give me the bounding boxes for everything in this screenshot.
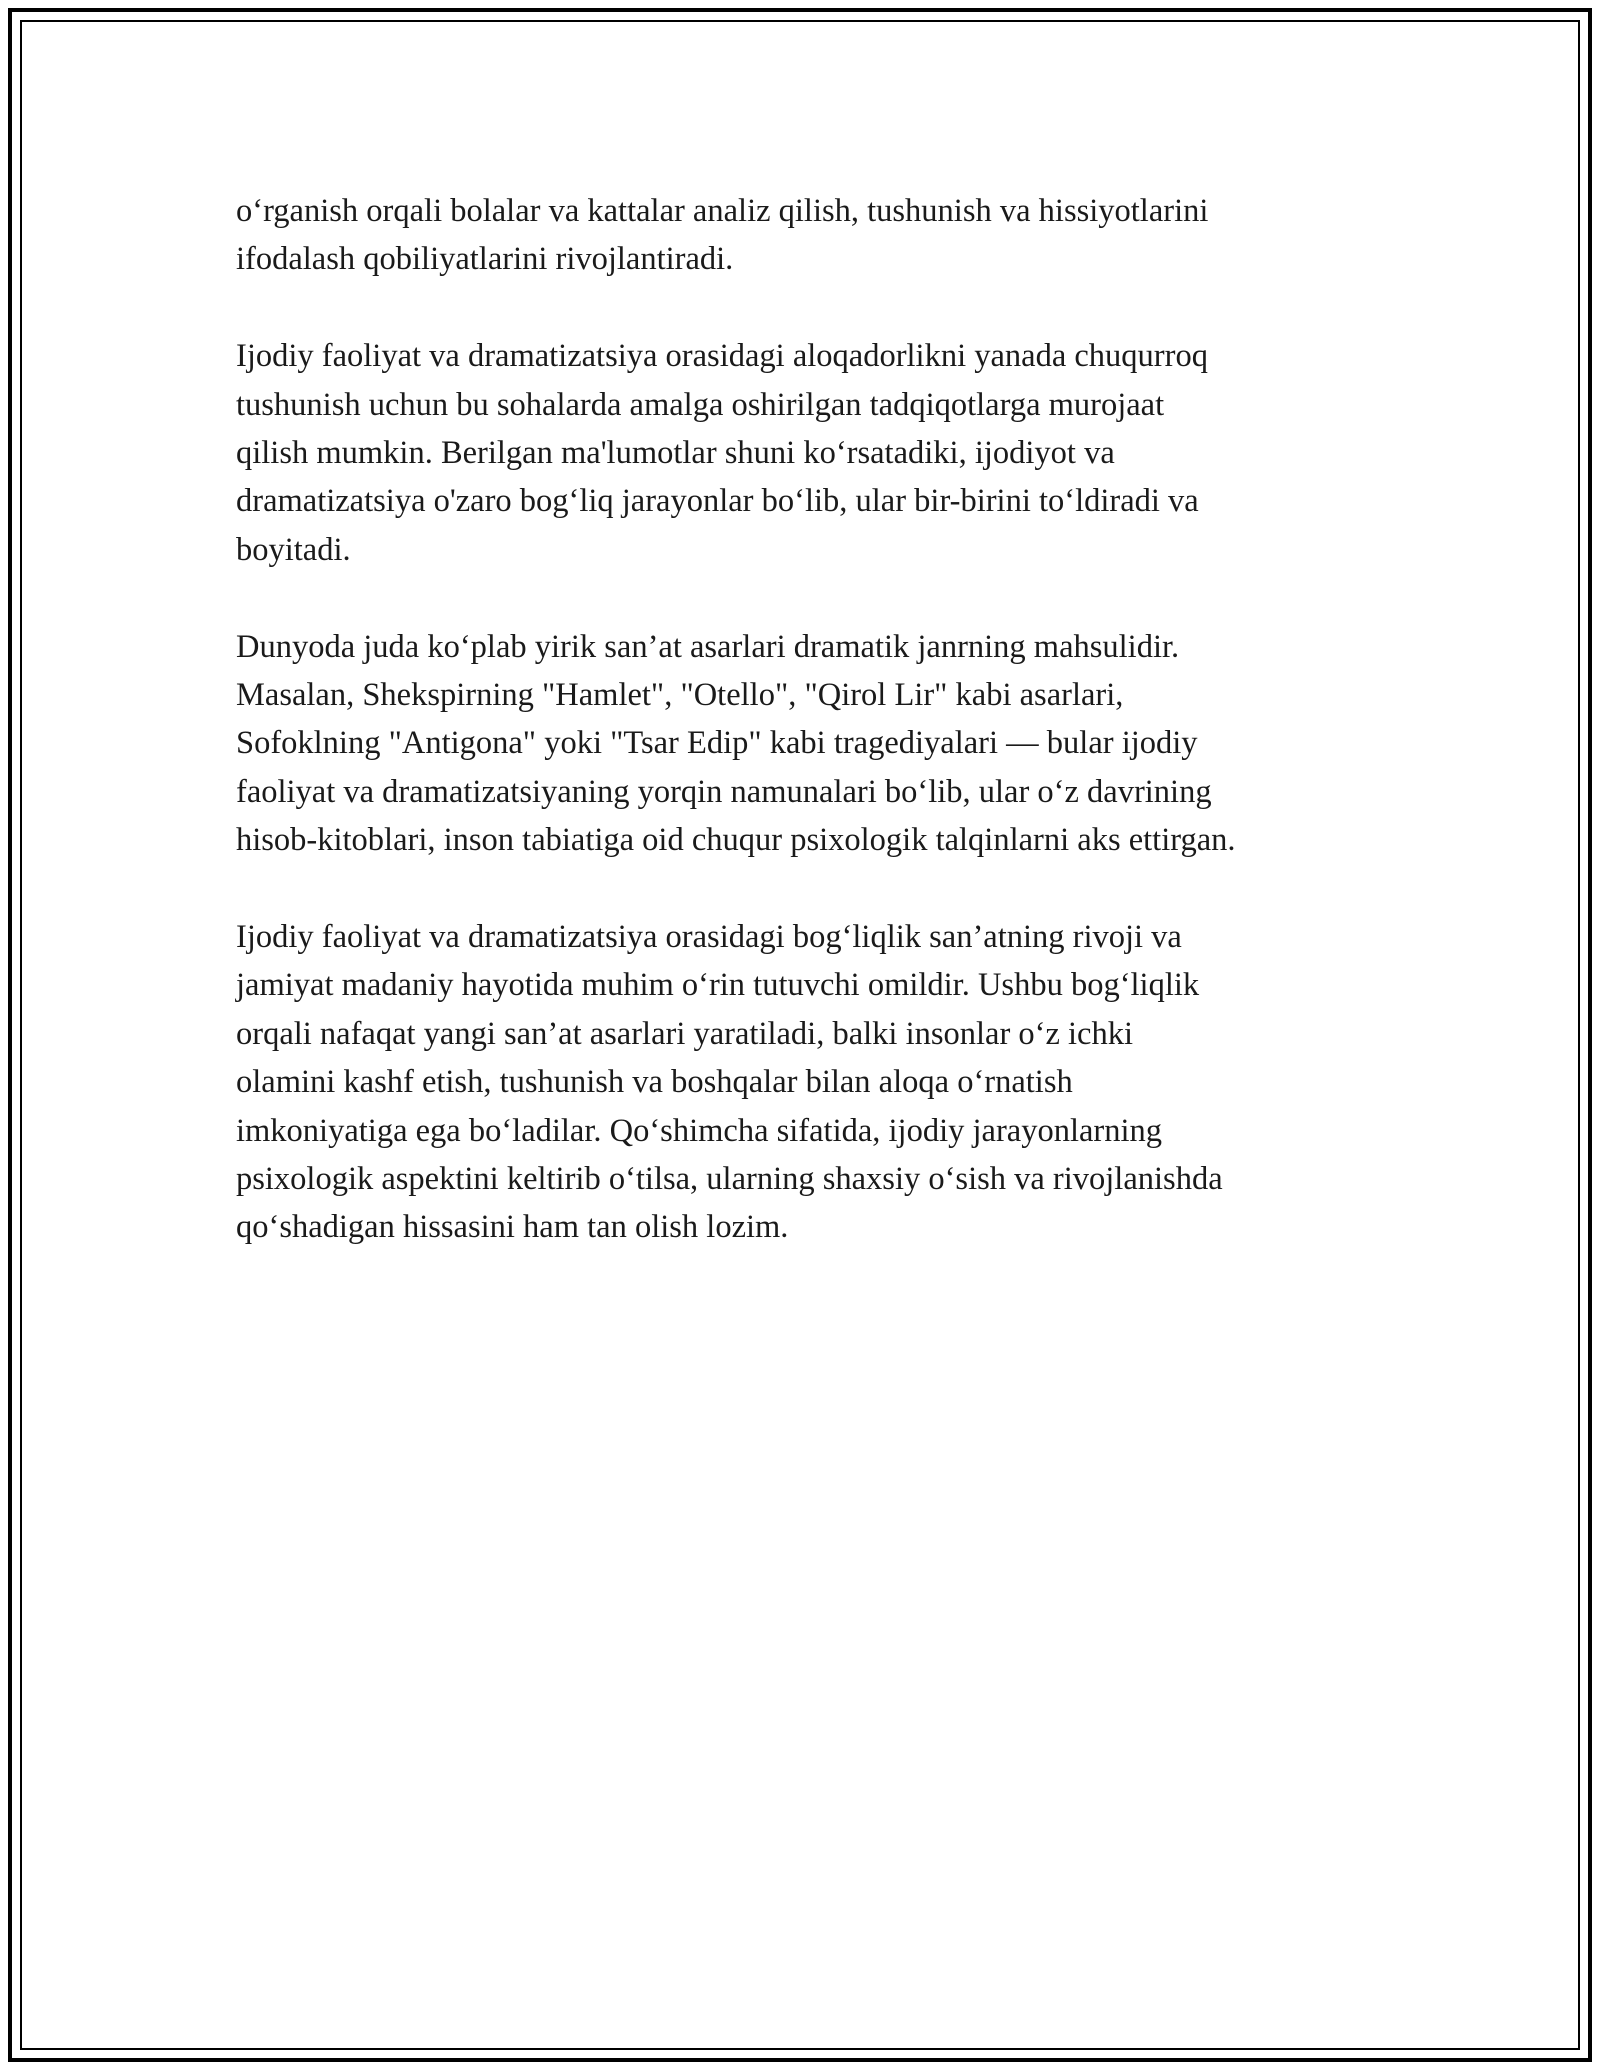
paragraph-4 [236,913,1406,1252]
text-line: imkoniyatiga ega bo‘ladilar. Qo‘shimcha sifatida, ijodiy jarayonlarning [236,1112,1162,1149]
text-line: Ijodiy faoliyat va dramatizatsiya orasidagi bog‘liqlik san’atning rivoji va [236,919,1182,956]
text-line: boyitadi. [236,531,351,568]
text-line: hisob-kitoblari, inson tabiatiga oid chuqur psixologik talqinlarni aks ettirgan. [236,822,1236,859]
text-line: Ijodiy faoliyat va dramatizatsiya orasidagi aloqadorlikni yanada chuqurroq [236,338,1208,375]
text-line: orqali nafaqat yangi san’at asarlari yaratiladi, balki insonlar o‘z ichki [236,1015,1134,1052]
paragraph-1 [236,187,1406,284]
text-line: psixologik aspektini keltirib o‘tilsa, ularning shaxsiy o‘sish va rivojlanishda [236,1161,1223,1198]
text-line: o‘rganish orqali bolalar va kattalar analiz qilish, tushunish va hissiyotlarini [236,193,1209,229]
paragraph-3 [236,623,1406,865]
paragraph-2 [236,332,1406,574]
document-body [236,187,1406,1300]
text-line: faoliyat va dramatizatsiyaning yorqin namunalari bo‘lib, ular o‘z davrining [236,773,1212,810]
text-line: Masalan, Shekspirning "Hamlet", "Otello", "Qirol Lir" kabi asarlari, [236,677,1124,714]
text-line: jamiyat madaniy hayotida muhim o‘rin tutuvchi omildir. Ushbu bog‘liqlik [236,967,1200,1004]
text-line: Dunyoda juda ko‘plab yirik san’at asarlari dramatik janrning mahsulidir. [236,628,1180,665]
text-line: ifodalash qobiliyatlarini rivojlantiradi. [236,241,734,278]
text-line: dramatizatsiya o'zaro bog‘liq jarayonlar bo‘lib, ular bir-birini to‘ldiradi va [236,483,1199,520]
text-line: tushunish uchun bu sohalarda amalga oshirilgan tadqiqotlarga murojaat [236,386,1165,423]
text-line: qo‘shadigan hissasini ham tan olish lozim. [236,1209,789,1246]
text-line: qilish mumkin. Berilgan ma'lumotlar shuni ko‘rsatadiki, ijodiyot va [236,435,1115,472]
text-line: Sofoklning "Antigona" yoki "Tsar Edip" kabi tragediyalari — bular ijodiy [236,725,1198,762]
text-line: olamini kashf etish, tushunish va boshqalar bilan aloqa o‘rnatish [236,1064,1073,1101]
